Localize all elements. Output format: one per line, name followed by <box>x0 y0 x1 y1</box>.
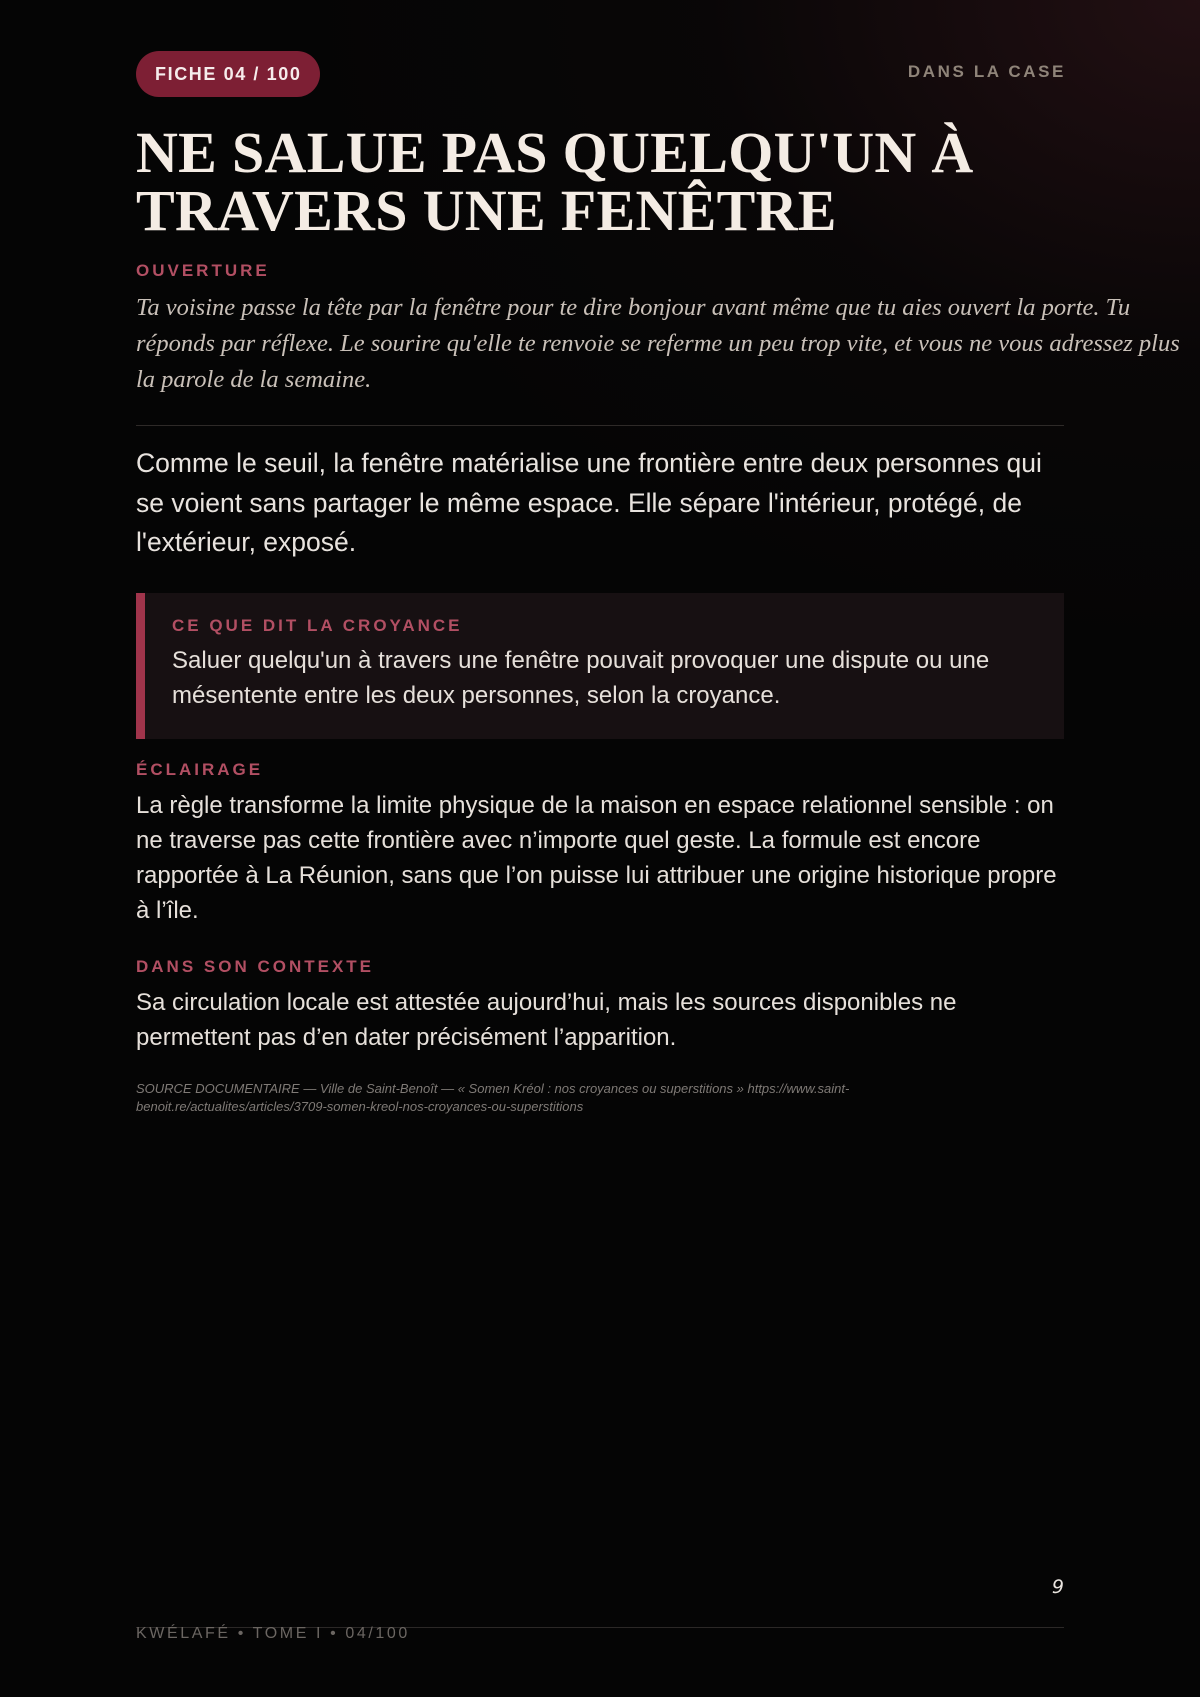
section-divider <box>136 425 1064 426</box>
opening-text: Ta voisine passe la tête par la fenêtre pour te dire bonjour avant même que tu aies ouvert la porte. Tu réponds par réflexe. Le sourire qu'elle te renvoie se referme un peu trop vite, et vous ne vous adressez plus la parole de la semaine. <box>136 294 1180 393</box>
document-page <box>136 0 1180 1697</box>
sheet-number-badge: FICHE 04 / 100 <box>136 51 320 97</box>
page-title: NE SALUE PAS QUELQU'UN À TRAVERS UNE FENÊTRE <box>136 120 974 243</box>
section-tag: DANS LA CASE <box>907 62 1066 81</box>
context-text: Sa circulation locale est attestée aujourd’hui, mais les sources disponibles ne permettent pas d’en dater précisément l’apparition. <box>136 989 957 1051</box>
belief-label: CE QUE DIT LA CROYANCE <box>172 616 463 635</box>
footer-text: KWÉLAFÉ • TOME I • 04/100 <box>136 1625 410 1642</box>
page-number: 9 <box>1051 1576 1064 1598</box>
context-label: DANS SON CONTEXTE <box>136 957 375 976</box>
belief-callout <box>136 593 1064 739</box>
source-citation: SOURCE DOCUMENTAIRE — Ville de Saint-Benoît — « Somen Kréol : nos croyances ou superstitions » https://www.saint-benoit.re/actualites/articles/3709-somen-kreol-nos-croyances-ou-superstitions <box>136 1081 850 1114</box>
belief-text: Saluer quelqu'un à travers une fenêtre pouvait provoquer une dispute ou une mésentente entre les deux personnes, selon la croyance. <box>172 647 990 709</box>
insight-label: ÉCLAIRAGE <box>136 760 264 779</box>
insight-text: La règle transforme la limite physique de la maison en espace relationnel sensible : on ne traverse pas cette frontière avec n’importe quel geste. La formule est encore rapportée à La Réunion, sans que l’on puisse lui attribuer une origine historique propre à l’île. <box>136 792 1057 924</box>
intro-paragraph: Comme le seuil, la fenêtre matérialise une frontière entre deux personnes qui se voient sans partager le même espace. Elle sépare l'intérieur, protégé, de l'extérieur, exposé. <box>136 448 1042 557</box>
opening-label: OUVERTURE <box>136 261 270 280</box>
